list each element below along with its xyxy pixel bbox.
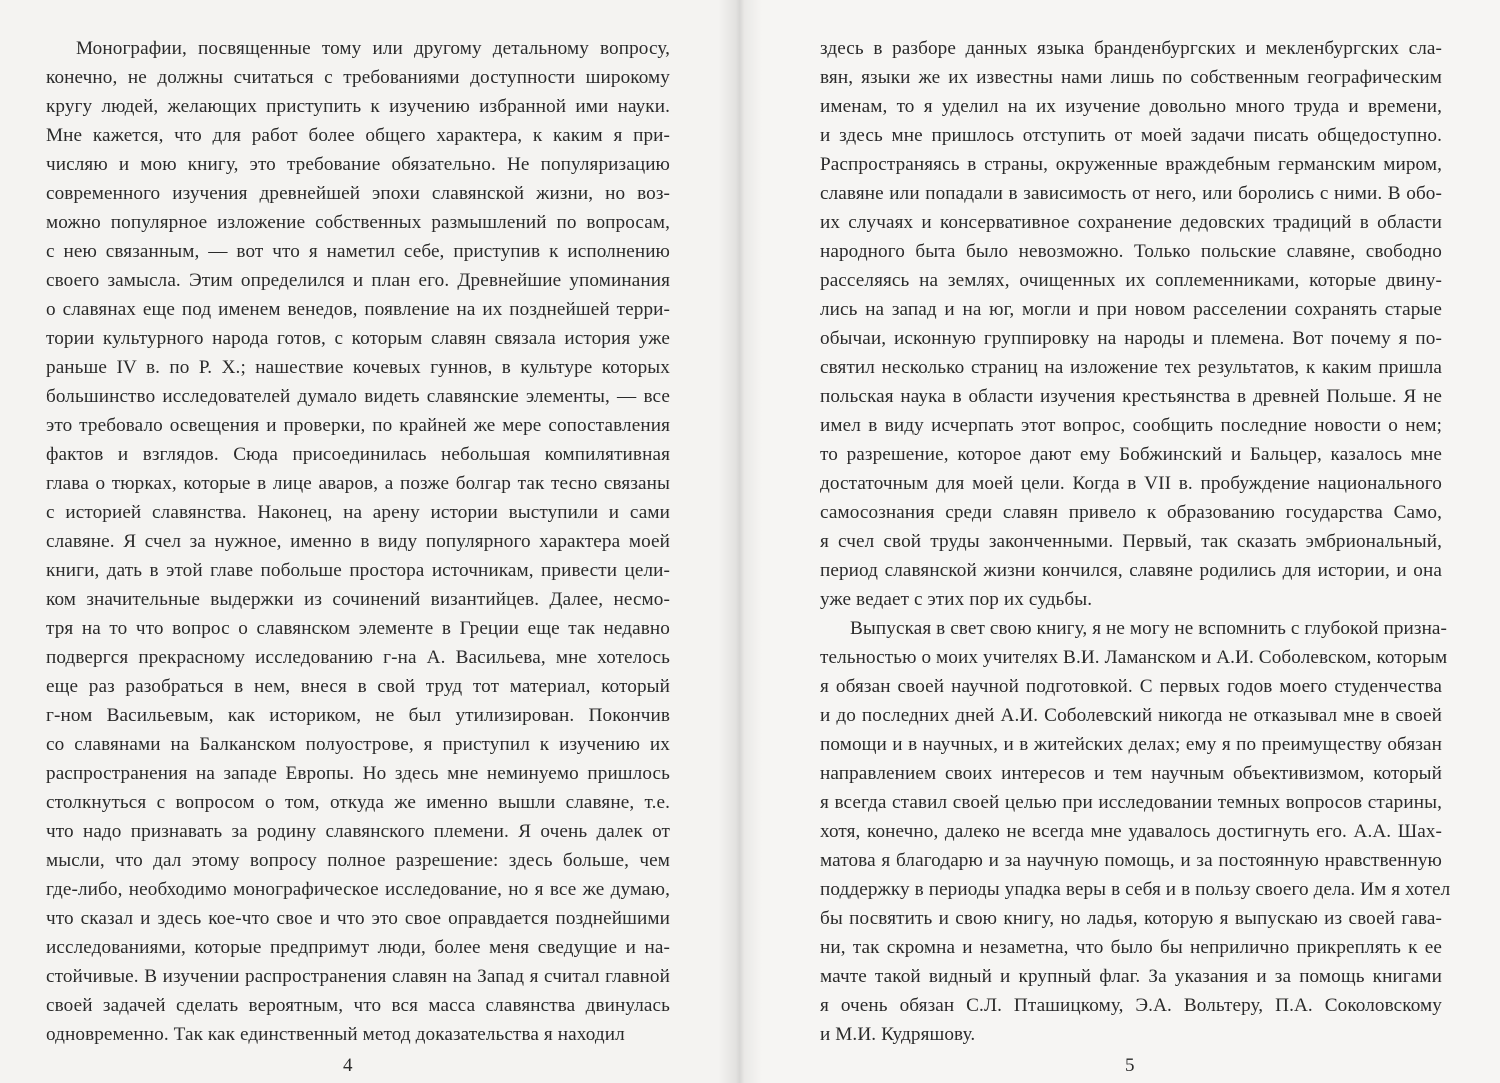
text-line: вян, языки же их известны нами лишь по собственным географическим — [820, 67, 1442, 88]
text-line: одновременно. Так как единственный метод доказательства я находил — [46, 1024, 625, 1045]
text-line: имел в виду исчерпать этот вопрос, сообщить последние новости о нем; — [820, 415, 1442, 436]
text-line: раньше IV в. по Р. Х.; нашествие кочевых гуннов, в культуре которых — [46, 357, 670, 378]
text-line: и до последних дней А.И. Соболевский никогда не отказывал мне в своей — [820, 705, 1442, 726]
book-gutter — [718, 0, 762, 1083]
text-line: достаточным для моей цели. Когда в VII в. пробуждение национального — [820, 473, 1442, 494]
text-line: своего замысла. Этим определился и план его. Древнейшие упоминания — [46, 270, 670, 291]
text-line: столкнуться с вопросом о том, откуда же именно вышли славяне, т.е. — [46, 792, 670, 813]
text-line: святил несколько страниц на изложение тех результатов, к каким пришла — [820, 357, 1442, 378]
text-line: период славянской жизни кончился, славяне родились для истории, и она — [820, 560, 1442, 581]
text-line: подвергся прекрасному исследованию г-на А. Васильева, мне хотелось — [46, 647, 670, 668]
text-line: расселяясь на землях, очищенных их соплеменниками, которые двину- — [820, 270, 1442, 291]
text-line: своей задачей сделать вероятным, что вся масса славянства двинулась — [46, 995, 670, 1016]
text-line: лись на запад и на юг, могли и при новом расселении сохранять старые — [820, 299, 1442, 320]
text-line: где-либо, необходимо монографическое исследование, но я все же думаю, — [46, 879, 670, 900]
text-line: и М.И. Кудряшову. — [820, 1024, 976, 1045]
text-line: Мне кажется, что для работ более общего характера, к каким я при- — [46, 125, 670, 146]
text-line: большинство исследователей думало видеть славянские элементы, — все — [46, 386, 670, 407]
text-line: Монографии, посвященные тому или другому детальному вопросу, — [76, 38, 670, 59]
page-number-right: 5 — [1125, 1055, 1135, 1076]
text-line: самосознания среди славян привело к образованию государства Само, — [820, 502, 1442, 523]
text-line: я всегда ставил своей целью при исследовании темных вопросов старины, — [820, 792, 1442, 813]
text-line: я очень обязан С.Л. Пташицкому, Э.А. Вольтеру, П.А. Соколовскому — [820, 995, 1442, 1016]
text-line: Распространяясь в страны, окруженные враждебным германским миром, — [820, 154, 1442, 175]
text-line: ни, так скромна и незаметна, что было бы неприлично прикреплять к ее — [820, 937, 1442, 958]
text-line: о славянах еще под именем венедов, появление на их позднейшей терри- — [46, 299, 670, 320]
text-line: еще раз разобраться в нем, внеся в свой труд тот материал, который — [46, 676, 670, 697]
text-line: кругу людей, желающих приступить к изучению избранной ими науки. — [46, 96, 670, 117]
left-page-text — [46, 34, 670, 1049]
text-line: со славянами на Балканском полуострове, я приступил к изучению их — [46, 734, 670, 755]
right-page — [740, 0, 1500, 1083]
text-line: книги, дать в этой главе побольше простора источникам, привести цели- — [46, 560, 670, 581]
text-line: мысли, что дал этому вопросу полное разрешение: здесь больше, чем — [46, 850, 670, 871]
text-line: бы посвятить и свою книгу, но ладья, которую я выпускаю из своей гава- — [820, 908, 1442, 929]
text-line: с нею связанным, — вот что я наметил себе, приступив к исполнению — [46, 241, 670, 262]
text-line: г-ном Васильевым, как историком, не был утилизирован. Покончив — [46, 705, 670, 726]
left-page — [0, 0, 740, 1083]
text-line: тря на то что вопрос о славянском элементе в Греции еще так недавно — [46, 618, 670, 639]
text-line: распространения на западе Европы. Но здесь мне неминуемо пришлось — [46, 763, 670, 784]
text-line: их случаях и консервативное сохранение дедовских традиций в области — [820, 212, 1442, 233]
text-line: исследованиями, которые предпримут люди, более меня сведущие и на- — [46, 937, 670, 958]
text-line: что надо признавать за родину славянского племени. Я очень далек от — [46, 821, 670, 842]
text-line: народного быта было невозможно. Только польские славяне, свободно — [820, 241, 1442, 262]
text-line: я обязан своей научной подготовкой. С первых годов моего студенчества — [820, 676, 1442, 697]
text-line: тории культурного народа готов, с которым славян связала история уже — [46, 328, 670, 349]
page-number-left: 4 — [343, 1055, 353, 1076]
text-line: мачте такой видный и крупный флаг. За указания и за помощь книгами — [820, 966, 1442, 987]
text-line: именам, то я уделил на их изучение довольно много труда и времени, — [820, 96, 1442, 117]
text-line: уже ведает с этих пор их судьбы. — [820, 589, 1093, 610]
text-line: я счел свой труды законченными. Первый, так сказать эмбриональный, — [820, 531, 1442, 552]
text-line: славяне или попадали в зависимость от него, или боролись с ними. В обо- — [820, 183, 1442, 204]
text-line: здесь в разборе данных языка бранденбургских и мекленбургских сла- — [820, 38, 1442, 59]
text-line: глава о тюрках, которые в лице аваров, а позже болгар так тесно связаны — [46, 473, 670, 494]
text-line: хотя, конечно, далеко не всегда мне удавалось достигнуть его. А.А. Шах- — [820, 821, 1442, 842]
text-line: поддержку в периоды упадка веры в себя и в пользу своего дела. Им я хотел — [820, 879, 1451, 900]
text-line: и здесь мне пришлось отступить от моей задачи писать общедоступно. — [820, 125, 1442, 146]
text-line: польская наука в области изучения крестьянства в древней Польше. Я не — [820, 386, 1442, 407]
text-line: славяне. Я счел за нужное, именно в виду популярного характера моей — [46, 531, 670, 552]
text-line: Выпуская в свет свою книгу, я не могу не вспомнить с глубокой призна- — [850, 618, 1448, 639]
text-line: с историей славянства. Наконец, на арену истории выступили и сами — [46, 502, 670, 523]
text-line: стойчивые. В изучении распространения славян на Запад я считал главной — [46, 966, 670, 987]
text-line: помощи и в научных, и в житейских делах; ему я по преимуществу обязан — [820, 734, 1442, 755]
text-line: обычаи, исконную группировку на народы и племена. Вот почему я по- — [820, 328, 1442, 349]
text-line: фактов и взглядов. Сюда присоединилась небольшая компилятивная — [46, 444, 670, 465]
text-line: тельностью о моих учителях В.И. Ламанском и А.И. Соболевском, которым — [820, 647, 1448, 668]
text-line: ком значительные выдержки из сочинений византийцев. Далее, несмо- — [46, 589, 670, 610]
text-line: числяю и мою книгу, это требование обязательно. Не популяризацию — [46, 154, 670, 175]
text-line: что сказал и здесь кое-что свое и что это свое оправдается позднейшими — [46, 908, 670, 929]
text-line: матова я благодарю и за научную помощь, и за постоянную нравственную — [820, 850, 1442, 871]
text-line: направлением своих интересов и тем научным объективизмом, который — [820, 763, 1442, 784]
text-line: это требовало освещения и проверки, по крайней же мере сопоставления — [46, 415, 670, 436]
right-page-text — [820, 34, 1451, 1049]
text-line: конечно, не должны считаться с требованиями доступности широкому — [46, 67, 670, 88]
text-line: то разрешение, которое дают ему Бобжинский и Бальцер, казалось мне — [820, 444, 1442, 465]
text-line: современного изучения древнейшей эпохи славянской жизни, но воз- — [46, 183, 670, 204]
text-line: можно популярное изложение собственных размышлений по вопросам, — [46, 212, 670, 233]
